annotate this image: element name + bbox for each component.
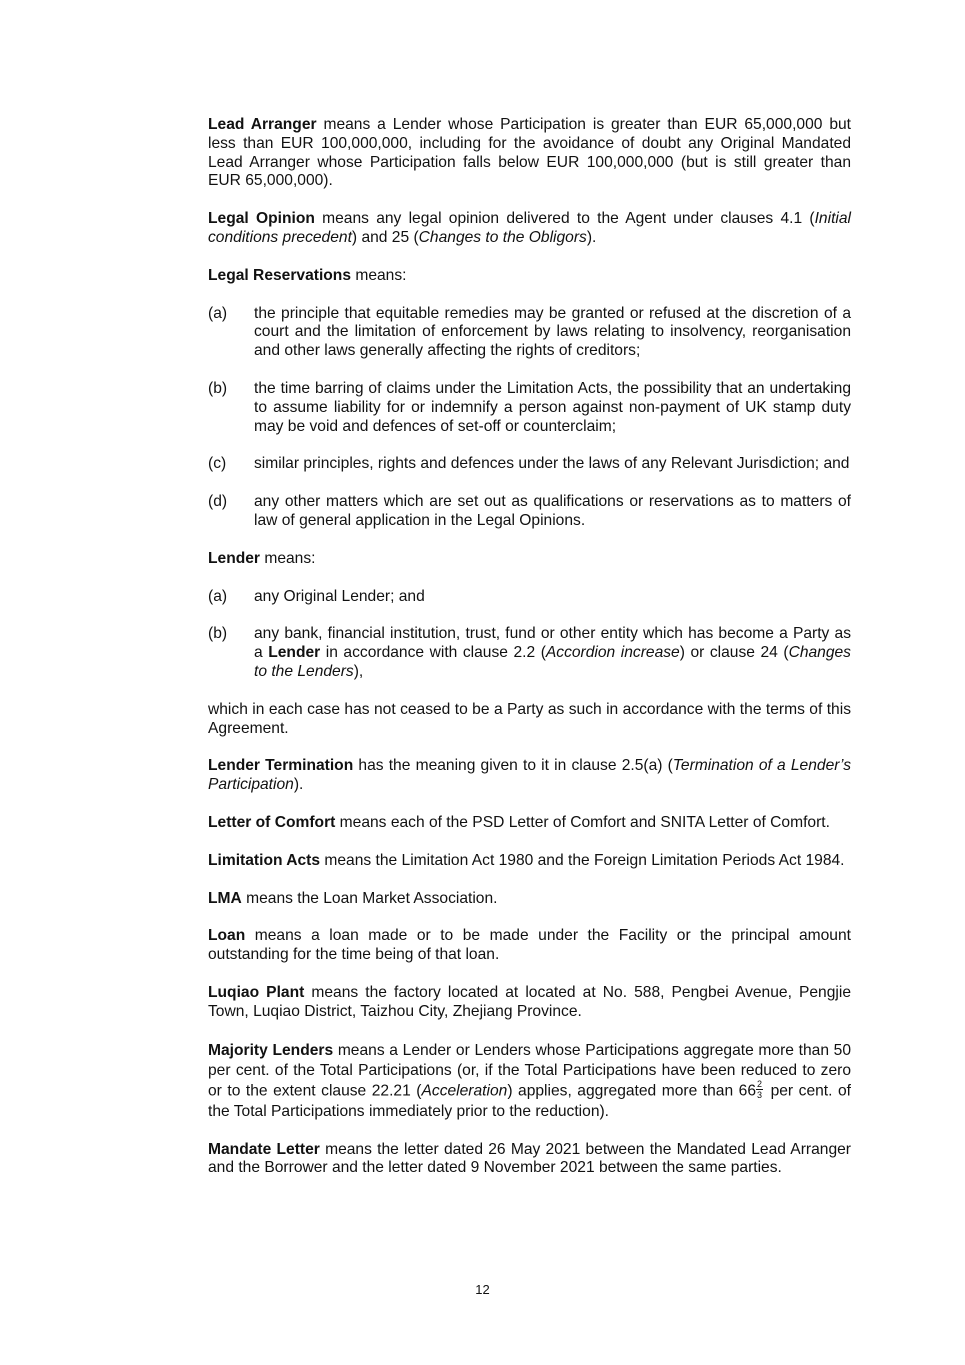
definition-mandate-letter: Mandate Letter means the letter dated 26 May 2021 between the Mandated Lead Arranger and the Borrower and the letter dated 9 November 2021 between the same parties. (208, 1140, 851, 1177)
term: LMA (208, 889, 242, 907)
term: Loan (208, 927, 246, 945)
term: Luqiao Plant (208, 983, 305, 1001)
term: Lender (208, 549, 260, 567)
page-number: 12 (475, 1282, 490, 1297)
definition-majority-lenders: Majority Lenders means a Lender or Lenders whose Participations aggregate more than 50 per cent. of the Total Participations (or, if the Total Participations have been reduced to zero or to the extent clause 22.21 (Acceleration) applies, aggregated more than 66 $\frac{2}{3}$ per cent. of the Total Participations immediately prior to the reduction). (208, 1041, 852, 1120)
definition-loan: Loan means a loan made or to be made under the Facility or the principal amount outstanding for the time being of that loan. (208, 927, 851, 964)
term: Limitation Acts (208, 851, 321, 869)
list-item: (d) any other matters which are set out as qualifications or reservations as to matters of law of general application in the Legal Opinions. (208, 493, 851, 529)
definition-legal-reservations: Legal Reservations means: (208, 266, 407, 284)
term: Letter of Comfort (208, 813, 336, 831)
list-item: (a) the principle that equitable remedies may be granted or refused at the discretion of a court and the limitation of enforcement by laws relating to insolvency, reorganisation and other laws generally affecting the rights of creditors; (208, 304, 851, 360)
list-item: (c) similar principles, rights and defences under the laws of any Relevant Jurisdiction; and (208, 455, 850, 473)
term: Lead Arranger (208, 116, 317, 133)
definition-lender-termination: Lender Termination has the meaning given to it in clause 2.5(a) (Termination of a Lender’s Participation). (208, 757, 851, 794)
definition-legal-opinion: Legal Opinion means any legal opinion delivered to the Agent under clauses 4.1 (Initial conditions precedent) and 25 (Changes to the Obligors). (208, 210, 851, 246)
fraction: $\frac{2}{3}$ (757, 1078, 763, 1100)
term: Lender Termination (208, 757, 354, 775)
definition-lead-arranger: Lead Arranger means a Lender whose Participation is greater than EUR 65,000,000 but less than EUR 100,000,000, including for the avoidance of doubt any Original Mandated Lead Arranger whose Participation falls below EUR 100,000,000 (but is still greater than EUR 65,000,000). (208, 116, 851, 190)
definition-luqiao-plant: Luqiao Plant means the factory located at located at No. 588, Pengbei Avenue, Pengjie Town, Luqiao District, Taizhou City, Zhejiang Province. (208, 983, 851, 1020)
definition-limitation-acts: Limitation Acts means the Limitation Act 1980 and the Foreign Limitation Periods Act 1984. (208, 851, 845, 869)
document-body (208, 116, 851, 1197)
term: Majority Lenders (208, 1041, 334, 1059)
definition-letter-of-comfort: Letter of Comfort means each of the PSD Letter of Comfort and SNITA Letter of Comfort. (208, 813, 830, 831)
term: Legal Opinion (208, 210, 315, 228)
lender-tail-text: which in each case has not ceased to be a Party as such in accordance with the terms of this Agreement. (208, 700, 851, 737)
list-item: (a) any Original Lender; and (208, 587, 425, 605)
term: Mandate Letter (208, 1140, 320, 1158)
list-item: (b) the time barring of claims under the Limitation Acts, the possibility that an undertaking to assume liability for or indemnify a person against non-payment of UK stamp duty may be void and defences of set-off or counterclaim; (208, 379, 851, 435)
list-item: (b) any bank, financial institution, trust, fund or other entity which has become a Party as a Lender in accordance with clause 2.2 (Accordion increase) or clause 24 (Changes to the Lenders), (208, 625, 851, 680)
definition-lender: Lender means: (208, 549, 316, 567)
term: Legal Reservations (208, 266, 352, 284)
definition-lma: LMA means the Loan Market Association. (208, 889, 498, 907)
